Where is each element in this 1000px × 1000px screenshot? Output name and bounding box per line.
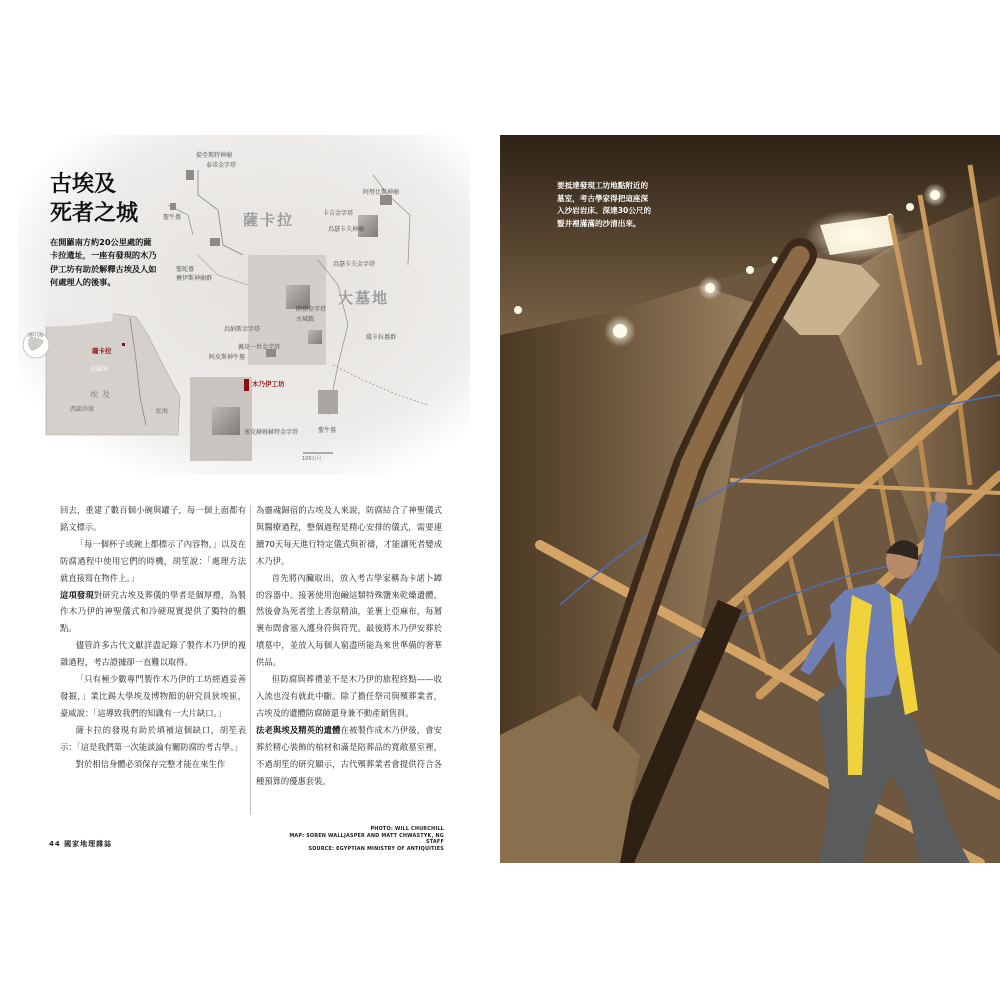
body-paragraph [60,637,246,671]
shaft-photo [500,135,1000,863]
credit-line: PHOTO: WILL CHURCHILL [370,826,444,832]
photo-illustration [500,135,1000,863]
body-paragraph [256,502,442,570]
body-paragraph [60,722,246,756]
map-site-label: 聖蛇墓 [176,266,195,273]
headline-line-1: 古埃及 [50,172,117,197]
page-folio: 44 國家地理雜誌 [49,840,113,848]
inset-label-site: 薩卡拉 [92,347,112,355]
map-site-label-workshop: 木乃伊工坊 [252,380,285,388]
map-site-label: 聖牛墓 [318,427,337,434]
paragraph-text: 對於相信身體必須保存完整才能在來生作 [75,758,226,769]
map-label-necropolis: 大墓地 [338,289,390,307]
body-paragraph [60,587,246,638]
paragraph-text: 但防腐與葬禮並不是木乃伊的旅程終點——收入流也沒有就此中斷。除了擔任祭司與殯葬業者，古埃及的遺體防腐師還身兼不動產銷售員。 [256,674,442,718]
paragraph-text: 回去，重建了數百個小碗與罐子，每一個上面都有銘文標示。 [60,505,246,532]
paragraph-text: 首先將內臟取出，放入考古學家稱為卡諾卜罈的容器中。接著使用泡鹼這類特殊鹽來乾燥遺體。然後會為死者塗上香氛精油，並裹上亞麻布，每層裹布間會塞入護身符與符咒。最後將木乃伊安葬於墳墓中，並放入每個人窮盡所能為來世準備的奢華供品。 [256,572,442,668]
body-column-2 [256,502,442,789]
paragraph-text: 薩卡拉的發現有助於填補這個缺口，胡笙表示：「這是我們第一次能談論有關防腐的考古學。」 [60,724,246,752]
body-paragraph [256,722,442,790]
credit-line: SOURCE: EGYPTIAN MINISTRY OF ANTIQUITIES [308,845,444,852]
map-site-label: 階梯金字塔 [296,306,327,313]
inset-label-sea: 地中海 [28,333,44,339]
map-site-label: 古城牆 [296,316,315,323]
map-site-label: 提亞瑪特神廟 [196,152,233,159]
paragraph-text: 對研究古埃及葬儀的學者是個厚禮，為製作木乃伊的神聖儀式和冷硬現實提供了獨特的觀點。 [60,589,246,634]
paragraph-text: 儘管許多古代文獻詳盡記錄了製作木乃伊的複雜過程，考古證據卻一直難以取得。 [60,640,246,668]
map-site-label: 賽伊斯神廟群 [176,275,213,282]
map-site-label: 泰蒂金字塔 [206,162,237,169]
paragraph-lead-in: 這項發現 [60,589,94,600]
body-column-1 [60,502,246,773]
map-site-label: 烏瑟卡夫金字塔 [333,261,376,268]
map-site-label: 阿皮斯神牛墓 [209,354,246,361]
paragraph-text: 為靈魂歸宿的古埃及人來說，防腐結合了神聖儀式與醫療過程，整個過程是精心安排的儀式，需要連續70天每天進行特定儀式與祈禱，才能讓死者變成木乃伊。 [256,505,442,566]
map-site-label: 薩卡拉墓群 [366,334,397,341]
body-paragraph [256,570,442,671]
map-site-label: 卡吉金字塔 [323,210,354,217]
map-site-label: 聖牛墓 [163,214,182,221]
map-site-label: 佩皮一世金字塔 [238,344,281,351]
body-paragraph [60,671,246,722]
map-scale-label: 100公尺 [302,456,322,462]
inset-label-country: 埃及 [90,390,114,399]
body-paragraph [60,756,246,773]
paragraph-text: 在被製作成木乃伊後，會安葬於精心裝飾的棺材和滿是陪葬品的寬敞墓室裡，不過胡笙的研究顯示，古代殯葬業者會提供符合各種預算的優惠套裝。 [256,724,442,786]
map-site-label: 阿努比斯神廟 [363,189,400,196]
map-site-label: 塞克赫姆赫特金字塔 [244,429,299,436]
body-paragraph [60,502,246,536]
body-paragraph [256,671,442,722]
credit-line: MAP: SOREN WALLJASPER AND MATT CHWASTYK, NG STAFF [289,832,444,846]
inset-label-sea2: 紅海 [156,408,169,415]
column-divider [250,505,251,815]
paragraph-lead-in: 法老與埃及精英的遺體 [256,724,341,735]
paragraph-text: 「只有極少數專門製作木乃伊的工坊經過妥善發掘，」業比錫大學埃及博物館的研究員狄埃崔，豪威說：「這導致我們的知識有一大片缺口。」 [60,674,246,718]
paragraph-text: 「每一個杯子或碗上都標示了內容物，」以及在防腐過程中使用它們的時機，胡笙說：「處理方法就直接寫在物件上。」 [60,538,246,583]
page-headline [50,170,140,228]
inset-label-river: 尼羅河 [90,366,109,373]
map-site-label: 烏瑟卡夫神廟 [328,226,365,233]
photo-map-credits [274,826,444,852]
inset-label-desert: 西部沙漠 [70,406,95,413]
map-site-label: 烏納斯金字塔 [224,326,261,333]
body-paragraph [60,536,246,587]
map-label-region: 薩卡拉 [243,211,295,229]
intro-deck: 在開羅南方約20公里處的薩卡拉遺址，一座有發現的木乃伊工坊有助於解釋古埃及人如何處理人的後事。 [50,237,157,287]
photo-caption: 要抵達發現工坊地點附近的墓室，考古學家得把這座深入沙岩岩床、深達30公尺的豎井裡滿滿的沙清出來。 [557,181,652,228]
workshop-marker [244,379,249,391]
headline-line-2: 死者之城 [50,201,139,226]
